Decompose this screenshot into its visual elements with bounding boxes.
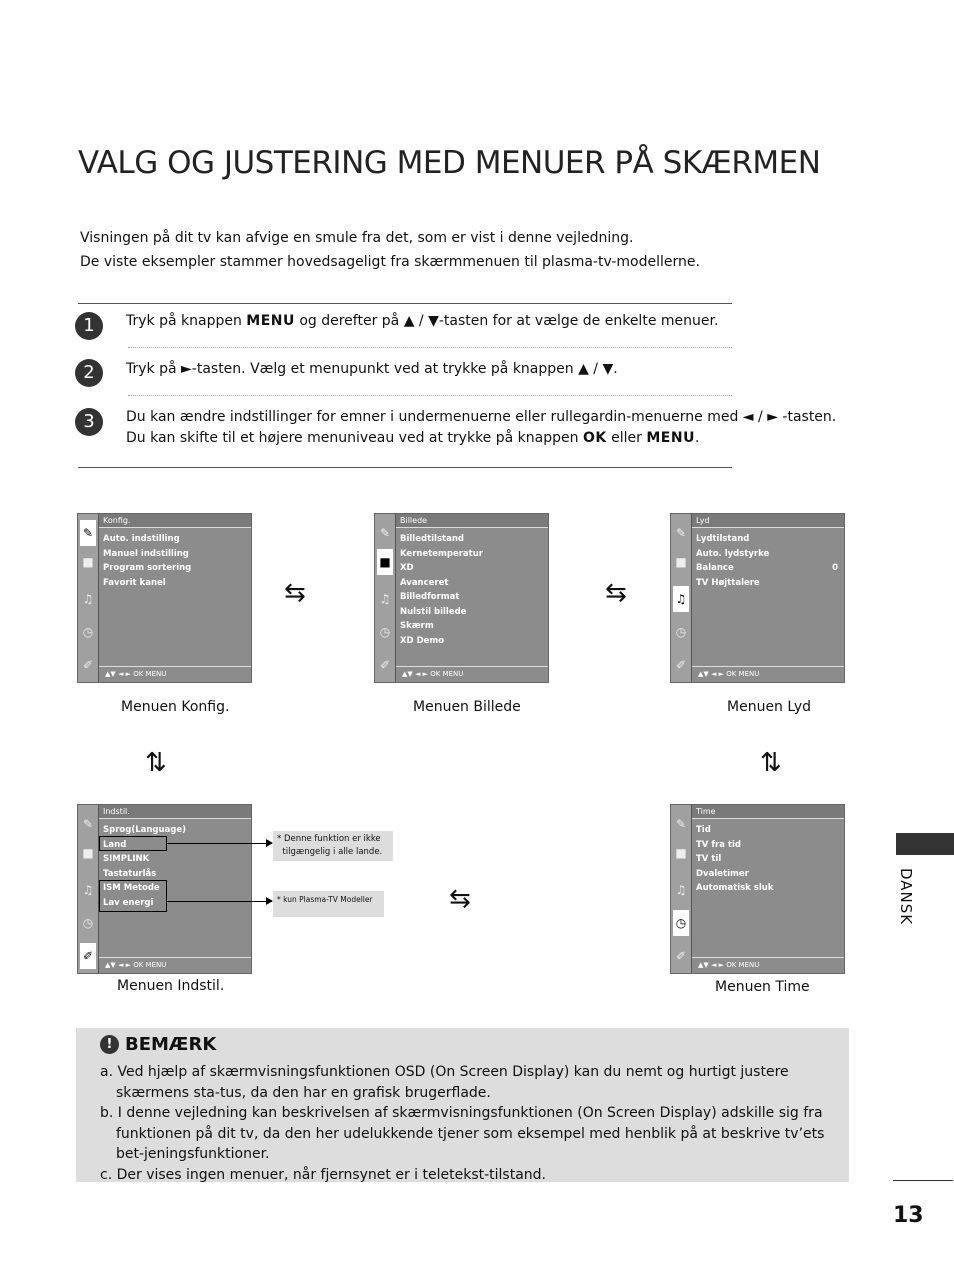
osd-item: Nulstil billede [400, 606, 467, 617]
osd-item: Lydtilstand [696, 534, 750, 544]
step-divider [128, 395, 732, 396]
picture-icon: ■ [675, 555, 687, 569]
step-2-number: 2 [75, 359, 103, 387]
callout-line [166, 843, 272, 844]
caption-indstil: Menuen Indstil. [117, 978, 225, 994]
osd-footer: ▲▼ ◄ ► OK MENU [99, 666, 251, 682]
osd-item: TV fra tid [696, 839, 741, 850]
osd-item: Billedformat [400, 592, 460, 602]
osd-menu-lyd [670, 513, 845, 683]
clock-icon: ◷ [673, 910, 689, 936]
osd-header: Indstil. [99, 805, 251, 819]
clock-icon: ◷ [82, 916, 94, 930]
osd-header: Konfig. [99, 514, 251, 528]
swap-vertical-arrow-icon: ⇅ [145, 748, 167, 778]
caption-billede: Menuen Billede [413, 699, 521, 715]
osd-icon-column [78, 805, 99, 973]
highlight-box-plasma [99, 880, 167, 912]
note-land: * Denne funktion er ikke tilgængelig i alle lande. [273, 831, 393, 861]
osd-item: Kernetemperatur [400, 548, 483, 559]
note-item: b. I denne vejledning kan beskrivelsen af skærmvisningsfunktionen (On Screen Display) adskille sig fra funktionen på dit tv, da den her udelukkende tjener som eksempel med henblik på at beskrive tv’ets bet-jeningsfunktioner. [100, 1105, 825, 1162]
step-2-text: Tryk på ►-tasten. Vælg et menupunkt ved at trykke på knappen ▲ / ▼. [126, 361, 618, 377]
osd-item: Land [103, 839, 127, 850]
settings-icon: ✐ [379, 658, 391, 672]
note-item: c. Der vises ingen menuer, når fjernsynet er i teletekst-tilstand. [100, 1166, 547, 1183]
picture-icon: ■ [377, 549, 393, 575]
note-box-header [100, 1034, 216, 1055]
osd-item: Automatisk sluk [696, 883, 774, 893]
caption-lyd: Menuen Lyd [727, 699, 812, 715]
osd-menu-time [670, 804, 845, 974]
sound-icon: ♫ [673, 586, 689, 612]
clock-icon: ◷ [379, 625, 391, 639]
osd-icon-column [671, 514, 692, 682]
osd-item: Tid [696, 825, 711, 835]
osd-item: SIMPLINK [103, 854, 150, 864]
swap-vertical-arrow-icon: ⇅ [760, 748, 782, 778]
osd-item: Sprog(Language) [103, 825, 187, 835]
osd-item: Auto. lydstyrke [696, 548, 770, 559]
osd-item: Tastaturlås [103, 868, 157, 879]
step-1-text: Tryk på knappen MENU og derefter på ▲ / ▼-tasten for at vælge de enkelte menuer. [126, 313, 719, 329]
steps-top-rule [78, 303, 732, 304]
steps-bottom-rule [78, 467, 732, 468]
swap-arrow-icon: ⇆ [284, 578, 306, 608]
picture-icon: ■ [82, 555, 94, 569]
osd-header: Billede [396, 514, 548, 528]
note-box-title: BEMÆRK [125, 1034, 217, 1055]
osd-item: Favorit kanel [103, 577, 166, 588]
picture-icon: ■ [675, 846, 687, 860]
antenna-icon: ✎ [82, 817, 94, 831]
exclamation-icon: ! [100, 1035, 119, 1054]
callout-line [166, 901, 272, 902]
balance-value: 0 [832, 563, 838, 573]
settings-icon: ✐ [675, 658, 687, 672]
picture-icon: ■ [82, 846, 94, 860]
sound-icon: ♫ [675, 883, 687, 897]
osd-item: ISM Metode [103, 883, 160, 893]
intro-line-2: De viste eksempler stammer hovedsageligt fra skærmmenuen til plasma-tv-modellerne. [80, 254, 700, 270]
clock-icon: ◷ [675, 625, 687, 639]
osd-item: TV Højttalere [696, 577, 760, 588]
caption-time: Menuen Time [715, 979, 810, 995]
intro-line-1: Visningen på dit tv kan afvige en smule fra det, som er vist i denne vejledning. [80, 230, 634, 246]
antenna-icon: ✎ [379, 526, 391, 540]
osd-item: Avanceret [400, 577, 449, 588]
osd-item-balance: Balance 0 [696, 561, 838, 576]
osd-footer: ▲▼ ◄ ► OK MENU [396, 666, 548, 682]
language-label: DANSK [897, 868, 915, 926]
osd-item: XD [400, 563, 414, 573]
antenna-icon: ✎ [675, 817, 687, 831]
osd-item: Dvaletimer [696, 868, 749, 879]
language-tab-marker [896, 833, 954, 855]
osd-item-list [696, 823, 838, 896]
swap-arrow-icon: ⇆ [605, 578, 627, 608]
osd-item: Skærm [400, 621, 434, 631]
osd-footer: ▲▼ ◄ ► OK MENU [692, 957, 844, 973]
page-number-rule [893, 1180, 953, 1181]
note-plasma: * kun Plasma-TV Modeller [273, 891, 384, 917]
note-box-list [100, 1062, 836, 1185]
settings-icon: ✐ [82, 658, 94, 672]
antenna-icon: ✎ [675, 526, 687, 540]
osd-item-list [103, 532, 245, 590]
osd-menu-konfig [77, 513, 252, 683]
note-item: a. Ved hjælp af skærmvisningsfunktionen OSD (On Screen Display) kan du nemt og hurtigt justere skærmens sta-tus, da den har en grafisk brugerflade. [100, 1064, 789, 1101]
osd-item: TV til [696, 854, 722, 864]
caption-konfig: Menuen Konfig. [121, 699, 230, 715]
osd-item-list [400, 532, 542, 648]
osd-item: Manuel indstilling [103, 548, 189, 559]
osd-item: Billedtilstand [400, 534, 464, 544]
osd-item: Auto. indstilling [103, 534, 180, 544]
osd-item: Lav energi [103, 897, 154, 908]
antenna-icon: ✎ [80, 520, 96, 546]
sound-icon: ♫ [379, 592, 391, 606]
osd-header: Lyd [692, 514, 844, 528]
settings-icon: ✐ [675, 949, 687, 963]
osd-footer: ▲▼ ◄ ► OK MENU [692, 666, 844, 682]
step-3-number: 3 [75, 408, 103, 436]
osd-icon-column [671, 805, 692, 973]
osd-icon-column [375, 514, 396, 682]
sound-icon: ♫ [82, 592, 94, 606]
page-number: 13 [893, 1203, 924, 1228]
step-divider [128, 347, 732, 348]
osd-menu-billede [374, 513, 549, 683]
settings-icon: ✐ [80, 943, 96, 969]
osd-icon-column [78, 514, 99, 682]
callout-arrowhead-icon [266, 897, 273, 905]
osd-item: Program sortering [103, 563, 192, 573]
step-3-text: Du kan ændre indstillinger for emner i undermenuerne eller rullegardin-menuerne med ◄ / ► -tasten. Du kan skifte til et højere menuniveau ved at trykke på knappen OK eller MENU. [126, 409, 837, 446]
callout-arrowhead-icon [266, 839, 273, 847]
clock-icon: ◷ [82, 625, 94, 639]
osd-footer: ▲▼ ◄ ► OK MENU [99, 957, 251, 973]
highlight-box-land [99, 836, 167, 851]
osd-item-list [696, 532, 838, 590]
page-title: VALG OG JUSTERING MED MENUER PÅ SKÆRMEN [78, 145, 821, 181]
swap-arrow-icon: ⇆ [449, 884, 471, 914]
sound-icon: ♫ [82, 883, 94, 897]
osd-header: Time [692, 805, 844, 819]
step-1-number: 1 [75, 312, 103, 340]
osd-item: XD Demo [400, 635, 445, 646]
